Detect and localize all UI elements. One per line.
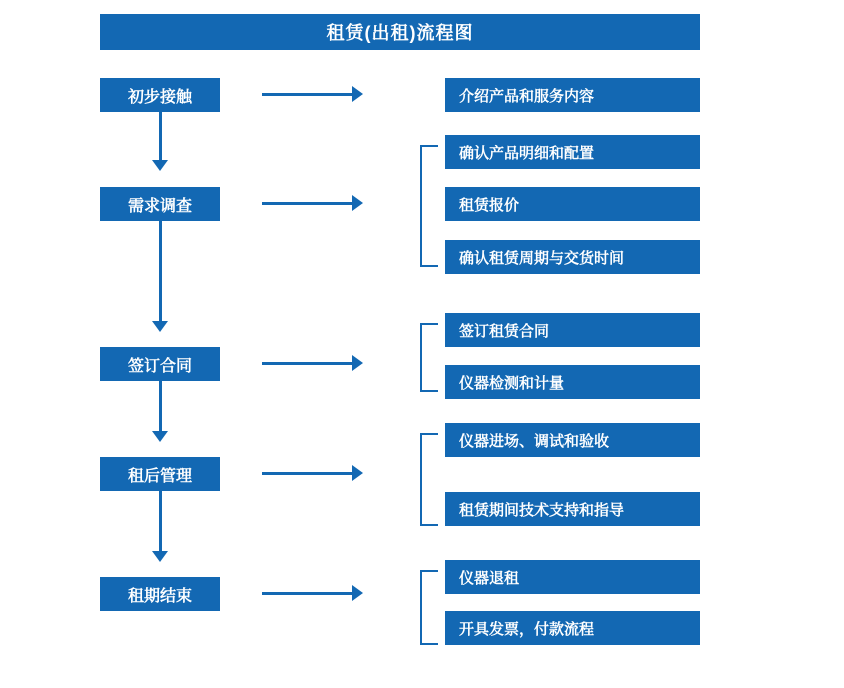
detail-box-1[interactable]: 介绍产品和服务内容 [445,78,700,112]
page-title: 租赁(出租)流程图 [100,14,700,50]
arrowhead-right-5 [352,585,363,601]
group-bracket-1 [420,145,438,267]
detail-box-10[interactable]: 开具发票，付款流程 [445,611,700,645]
group-bracket-4 [420,570,438,645]
arrowhead-right-4 [352,465,363,481]
connector-vertical-2 [159,221,162,321]
connector-horizontal-1 [262,93,352,96]
stage-box-2[interactable]: 需求调查 [100,187,220,221]
connector-vertical-3 [159,381,162,431]
detail-box-9[interactable]: 仪器退租 [445,560,700,594]
arrowhead-down-1 [152,160,168,171]
connector-horizontal-4 [262,472,352,475]
stage-box-1[interactable]: 初步接触 [100,78,220,112]
connector-horizontal-2 [262,202,352,205]
group-bracket-2 [420,323,438,392]
detail-box-4[interactable]: 确认租赁周期与交货时间 [445,240,700,274]
arrowhead-right-2 [352,195,363,211]
connector-vertical-4 [159,491,162,551]
detail-box-5[interactable]: 签订租赁合同 [445,313,700,347]
stage-box-4[interactable]: 租后管理 [100,457,220,491]
arrowhead-right-3 [352,355,363,371]
connector-vertical-1 [159,112,162,160]
stage-box-5[interactable]: 租期结束 [100,577,220,611]
detail-box-6[interactable]: 仪器检测和计量 [445,365,700,399]
detail-box-7[interactable]: 仪器进场、调试和验收 [445,423,700,457]
group-bracket-3 [420,433,438,526]
connector-horizontal-5 [262,592,352,595]
arrowhead-down-2 [152,321,168,332]
detail-box-3[interactable]: 租赁报价 [445,187,700,221]
detail-box-8[interactable]: 租赁期间技术支持和指导 [445,492,700,526]
stage-box-3[interactable]: 签订合同 [100,347,220,381]
detail-box-2[interactable]: 确认产品明细和配置 [445,135,700,169]
arrowhead-right-1 [352,86,363,102]
arrowhead-down-4 [152,551,168,562]
arrowhead-down-3 [152,431,168,442]
connector-horizontal-3 [262,362,352,365]
